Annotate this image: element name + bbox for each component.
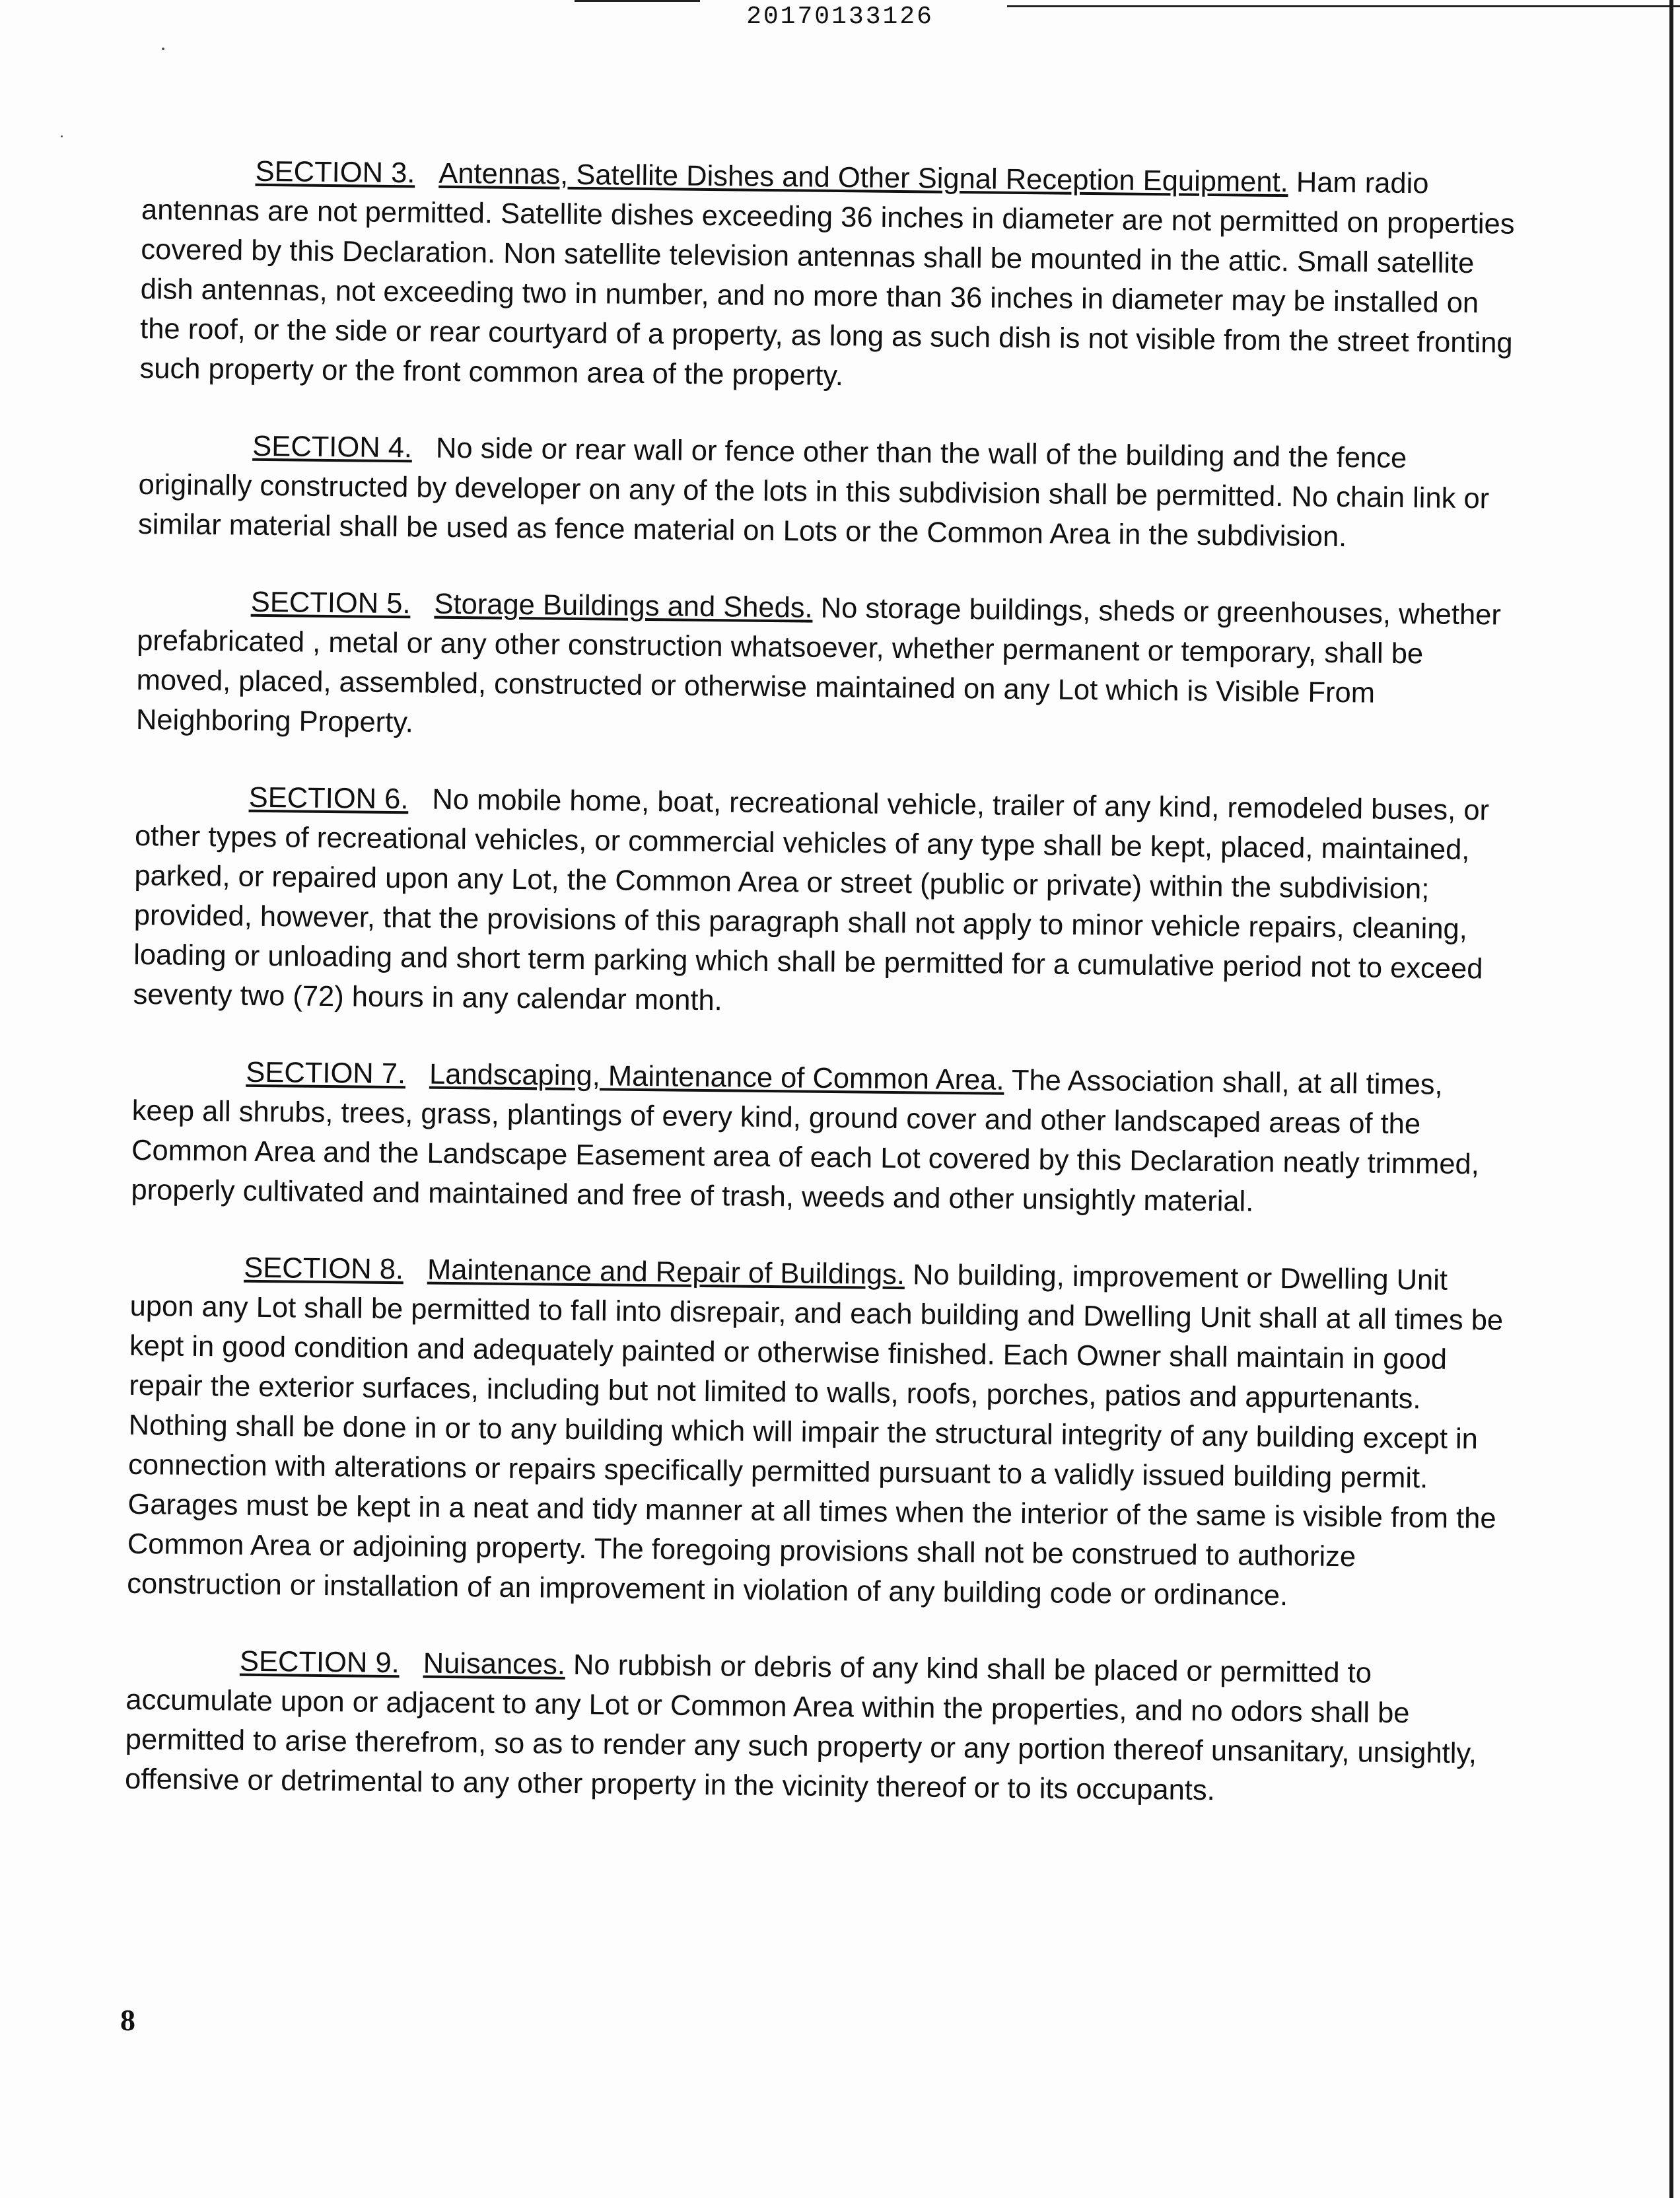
- section-heading: SECTION 7.: [246, 1056, 406, 1090]
- section-body: No rubbish or debris of any kind shall be placed or permitted to accumulate upon or adjacent to any Lot or Common Area within the properties, and no odors shall be permitted to arise therefrom, so as to render any such property or any portion thereof unsanitary, unsightly, offensive or detrimental to any other property in the vicinity thereof or to its occupants.: [124, 1648, 1477, 1807]
- section-5: [136, 581, 1518, 754]
- section-title: Landscaping, Maintenance of Common Area.: [429, 1058, 1004, 1096]
- scan-speck: [162, 48, 164, 50]
- section-6: [133, 777, 1516, 1029]
- section-title: Maintenance and Repair of Buildings.: [427, 1254, 905, 1291]
- header-rule-left: [575, 0, 700, 2]
- section-heading: SECTION 5.: [250, 586, 411, 620]
- section-4: [138, 425, 1520, 559]
- section-title: Antennas, Satellite Dishes and Other Signal Reception Equipment.: [438, 157, 1288, 199]
- section-heading: SECTION 4.: [252, 430, 413, 464]
- document-body: [125, 151, 1522, 1814]
- section-body: The Association shall, at all times, keep all shrubs, trees, grass, plantings of every kind, ground cover and other landscaped areas of the Common Area and the Landscape Easement area of each Lot covered by this Declaration neatly trimmed, properly cultivated and maintained and free of trash, weeds and other unsightly material.: [131, 1064, 1480, 1218]
- section-heading: SECTION 9.: [239, 1645, 400, 1680]
- section-3: [139, 151, 1522, 403]
- section-body: Ham radio antennas are not permitted. Satellite dishes exceeding 36 inches in diameter are not permitted on properties covered by this Declaration. Non satellite television antennas shall be mounted in the attic. Small satellite dish antennas, not exceeding two in number, and no more than 36 inches in diameter may be installed on the roof, or the side or rear courtyard of a property, as long as such dish is not visible from the street fronting such property or the front common area of the property.: [139, 166, 1515, 392]
- document-number: 20170133126: [746, 3, 934, 31]
- section-title: Storage Buildings and Sheds.: [434, 588, 813, 624]
- section-heading: SECTION 6.: [248, 781, 409, 816]
- section-body: No mobile home, boat, recreational vehicle, trailer of any kind, remodeled buses, or other types of recreational vehicles, or commercial vehicles of any type shall be kept, placed, maintained, parked, or repaired upon any Lot, the Common Area or street (public or private) within the subdivision; provided, however, that the provisions of this paragraph shall not apply to minor vehicle repairs, cleaning, loading or unloading and short term parking which shall be permitted for a cumulative period not to exceed seventy two (72) hours in any calendar month.: [133, 783, 1490, 1017]
- section-8: [127, 1247, 1511, 1618]
- section-heading: SECTION 8.: [244, 1252, 404, 1286]
- scan-edge: [1669, 0, 1673, 2198]
- section-body: No building, improvement or Dwelling Unit upon any Lot shall be permitted to fall into disrepair, and each building and Dwelling Unit shall at all times be kept in good condition and adequately painted or otherwise finished. Each Owner shall maintain in good repair the exterior surfaces, including but not limited to walls, roofs, porches, patios and appurtenants. Nothing shall be done in or to any building which will impair the structural integrity of any building except in connection with alterations or repairs specifically permitted pursuant to a validly issued building permit. Garages must be kept in a neat and tidy manner at all times when the interior of the same is visible from the Common Area or adjoining property. The foregoing provisions shall not be construed to authorize construction or installation of an improvement in violation of any building code or ordinance.: [127, 1259, 1504, 1612]
- section-body: No storage buildings, sheds or greenhouses, whether prefabricated , metal or any other construction whatsoever, whether permanent or temporary, shall be moved, placed, assembled, constructed or otherwise maintained on any Lot which is Visible From Neighboring Property.: [135, 592, 1502, 739]
- section-7: [131, 1051, 1512, 1224]
- section-heading: SECTION 3.: [255, 155, 415, 190]
- scan-speck: [61, 135, 63, 137]
- section-9: [125, 1641, 1506, 1814]
- page-number: 8: [120, 2003, 135, 2037]
- section-title: Nuisances.: [423, 1647, 566, 1681]
- section-body: No side or rear wall or fence other than the wall of the building and the fence originally constructed by developer on any of the lots in this subdivision shall be permitted. No chain link or similar material shall be used as fence material on Lots or the Common Area in the subdivision.: [137, 432, 1490, 553]
